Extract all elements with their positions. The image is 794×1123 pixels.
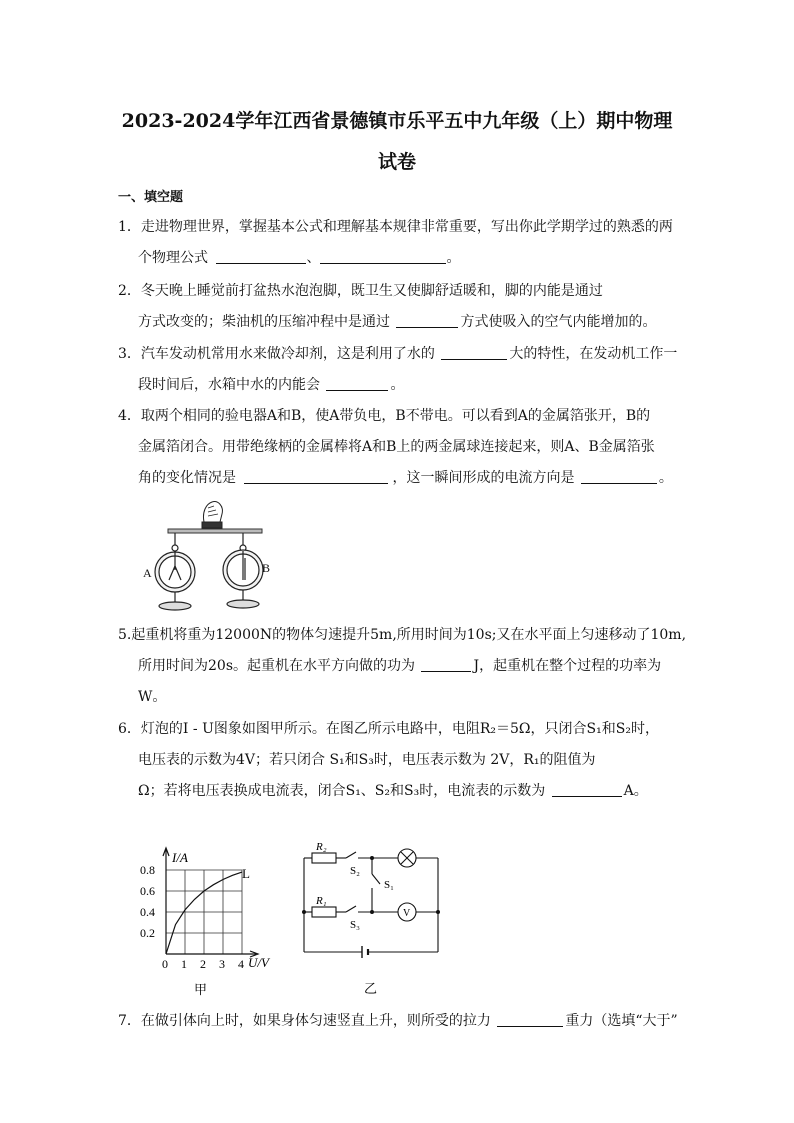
y-tick-label: 0.2 [140, 926, 155, 940]
iu-graph [138, 842, 288, 1002]
series-label-l: L [242, 866, 250, 881]
q7-blank1[interactable] [497, 1012, 563, 1027]
q6-line1: 6．灯泡的I - U图象如图甲所示。在图乙所示电路中，电阻R₂＝5Ω，只闭合S₁和S₂时， [118, 721, 659, 737]
s2-label: S₂ [350, 865, 360, 877]
circuit-caption: 乙 [364, 981, 378, 996]
electroscope-b [223, 533, 263, 608]
r1-label: R₁ [316, 895, 327, 907]
page-title-line1: 2023-2024学年江西省景德镇市乐平五中九年级（上）期中物理 [121, 110, 673, 132]
x-tick-label: 0 [162, 957, 168, 971]
q2-line1: 2．冬天晚上睡觉前打盆热水泡泡脚，既卫生又使脚舒适暖和，脚的内能是通过 [118, 283, 603, 299]
y-axis-label: I/A [172, 850, 188, 865]
q4-blank1[interactable] [244, 469, 388, 484]
electroscope-a [155, 533, 195, 610]
q1-blank2[interactable] [320, 249, 446, 264]
voltmeter-label: V [403, 908, 411, 919]
q4-line2: 金属箔闭合。用带绝缘柄的金属棒将A和B上的两金属球连接起来，则A、B金属箔张 [138, 439, 655, 455]
r2-label: R₂ [316, 841, 327, 853]
circuit-diagram [294, 836, 454, 1001]
y-tick-label: 0.6 [140, 884, 155, 898]
graph-caption: 甲 [194, 982, 208, 997]
q5-line3: W。 [138, 689, 167, 705]
q7-line1: 7．在做引体向上时，如果身体匀速竖直上升，则所受的拉力 重力（选填“大于” [118, 1013, 678, 1029]
hand-icon [202, 502, 222, 528]
page-title-line2: 试卷 [377, 151, 416, 173]
q4-blank2[interactable] [581, 469, 657, 484]
s3-label: S₃ [350, 919, 360, 931]
electroscope-b-label: B [262, 561, 271, 575]
q1-blank1[interactable] [216, 249, 306, 264]
resistor-r1 [312, 907, 336, 917]
q2-line2: 方式改变的；柴油机的压缩冲程中是通过 方式使吸入的空气内能增加的。 [138, 314, 657, 330]
q5-line1: 5.起重机将重为12000N的物体匀速提升5m,所用时间为10s;又在水平面上匀速移动了10m, [118, 627, 687, 643]
x-tick-label: 3 [219, 957, 225, 971]
q6-line2: 电压表的示数为4V；若只闭合 S₁和S₃时，电压表示数为 2V，R₁的阻值为 [138, 752, 596, 768]
electroscope-a-label: A [143, 566, 152, 580]
q1-line2: 个物理公式 、 。 [138, 250, 461, 266]
q4-line1: 4．取两个相同的验电器A和B，使A带负电，B不带电。可以看到A的金属箔张开，B的 [118, 408, 651, 424]
section-heading: 一、填空题 [118, 190, 184, 205]
metal-rod [168, 529, 262, 533]
x-axis-label: U/V [248, 955, 269, 970]
switch-s1[interactable] [372, 874, 380, 884]
q5-blank1[interactable] [421, 657, 471, 672]
switch-s2[interactable] [346, 852, 356, 858]
q3-blank1[interactable] [441, 345, 507, 360]
switch-s3[interactable] [346, 906, 356, 912]
q3-line2: 段时间后，水箱中水的内能会 。 [138, 377, 405, 393]
q5-line2: 所用时间为20s。起重机在水平方向做的功为 J，起重机在整个过程的功率为 [138, 658, 662, 674]
x-tick-label: 4 [238, 957, 244, 971]
q3-line1: 3．汽车发动机常用水来做冷却剂，这是利用了水的 大的特性，在发动机工作一 [118, 346, 678, 362]
x-tick-label: 1 [181, 957, 187, 971]
q6-line3: Ω；若将电压表换成电流表，闭合S₁、S₂和S₃时，电流表的示数为 A。 [138, 783, 648, 799]
s1-label: S₁ [384, 879, 394, 891]
q1-line1: 1．走进物理世界，掌握基本公式和理解基本规律非常重要，写出你此学期学过的熟悉的两 [118, 219, 673, 235]
y-tick-label: 0.8 [140, 863, 155, 877]
q2-blank1[interactable] [396, 313, 458, 328]
x-tick-label: 2 [200, 957, 206, 971]
q4-line3: 角的变化情况是 ，这一瞬间形成的电流方向是 。 [138, 470, 673, 486]
q6-blank1[interactable] [552, 782, 622, 797]
q3-blank2[interactable] [326, 376, 388, 391]
y-tick-label: 0.4 [140, 905, 155, 919]
electroscope-figure [138, 498, 288, 618]
resistor-r2 [312, 853, 336, 863]
